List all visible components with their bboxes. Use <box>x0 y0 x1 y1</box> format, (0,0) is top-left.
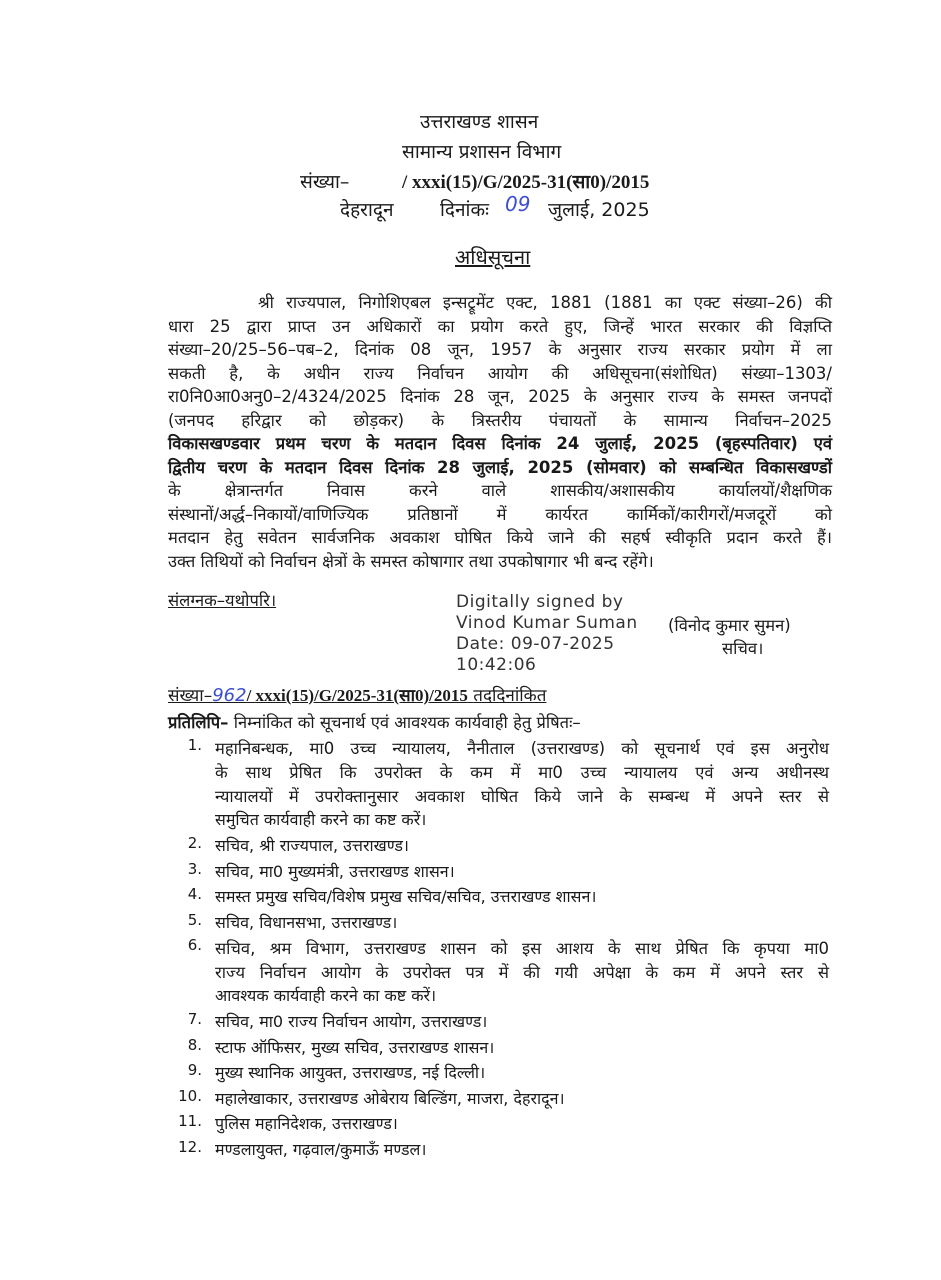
copy-date-note: तददिनांकित <box>473 686 547 706</box>
list-item-number: 10. <box>178 1086 202 1105</box>
list-item-text: सचिव, मा0 राज्य निर्वाचन आयोग, उत्तराखण्ड। <box>215 1012 488 1031</box>
list-item-number: 2. <box>187 834 202 852</box>
list-item-text: राज्य निर्वाचन आयोग के उपरोक्त पत्र में की गयी अपेक्षा के कम में अपने स्तर से <box>215 963 829 982</box>
list-item-text: मण्डलायुक्त, गढ़वाल/कुमाऊँ मण्डल। <box>215 1139 427 1159</box>
list-item-text: न्यायालयों में उपरोक्तानुसार अवकाश घोषित किये जाने के सम्बन्ध में अपने स्तर से <box>215 787 829 806</box>
list-item-text: महानिबन्धक, मा0 उच्च न्यायालय, नैनीताल (उत्तराखण्ड) को सूचनार्थ एवं इस अनुरोध <box>215 739 829 758</box>
government-heading: उत्तराखण्ड शासन <box>420 111 539 133</box>
list-item-number: 11. <box>178 1112 202 1130</box>
list-item-number: 5. <box>187 910 202 929</box>
list-item-text: सचिव, श्रम विभाग, उत्तराखण्ड शासन को इस आशय के साथ प्रेषित कि कृपया मा0 <box>215 939 829 958</box>
body-line: रा0नि0आ0अनु0–2/4324/2025 दिनांक 28 जून, 2025 के अनुसार राज्य के समस्त जनपदों <box>168 387 832 406</box>
list-item-number: 4. <box>187 885 202 903</box>
list-item-text: समुचित कार्यवाही करने का कष्ट करें। <box>215 810 427 829</box>
body-line: (जनपद हरिद्वार को छोड़कर) के त्रिस्तरीय पंचायतों के सामान्य निर्वाचन–2025 <box>168 410 832 430</box>
copy-label: प्रतिलिपि– <box>168 713 229 732</box>
list-item-text: के साथ प्रेषित कि उपरोक्त के कम में मा0 उच्च न्यायालय एवं अन्य अधीनस्थ <box>215 763 829 782</box>
list-item-number: 6. <box>187 936 202 954</box>
body-line: मतदान हेतु सवेतन सार्वजनिक अवकाश घोषित किये जाने की सहर्ष स्वीकृति प्रदान करते हैं। <box>168 528 832 547</box>
signature-line: Digitally signed by <box>456 592 624 612</box>
list-item-text: सचिव, विधानसभा, उत्तराखण्ड। <box>215 912 398 932</box>
copy-number-label: संख्या– <box>168 686 213 706</box>
list-item-text: पुलिस महानिदेशक, उत्तराखण्ड। <box>215 1114 398 1133</box>
list-item-text: स्टाफ ऑफिसर, मुख्य सचिव, उत्तराखण्ड शासन। <box>215 1037 495 1057</box>
document-title: अधिसूचना <box>455 245 531 269</box>
list-item-number: 12. <box>178 1137 202 1156</box>
copy-intro <box>168 710 581 733</box>
handwritten-date-day: 09 <box>505 192 531 216</box>
signature-line: Date: 09-07-2025 <box>456 634 615 654</box>
copy-intro-text: निम्नांकित को सूचनार्थ एवं आवश्यक कार्यवाही हेतु प्रेषितः– <box>233 713 581 732</box>
body-line: श्री राज्यपाल, निगोशिएबल इन्सट्रूमेंट एक्ट, 1881 (1881 का एक्ट संख्या–26) की <box>258 293 832 312</box>
list-item-number: 3. <box>187 859 202 878</box>
body-line: संख्या–20/25–56–पब–2, दिनांक 08 जून, 1957 के अनुसार राज्य सरकार प्रयोग में ला <box>168 340 832 359</box>
copy-reference <box>168 683 546 706</box>
signatory-designation: सचिव। <box>722 639 764 658</box>
list-item-text: महालेखाकार, उत्तराखण्ड ओबेराय बिल्डिंग, माजरा, देहरादून। <box>215 1088 565 1108</box>
list-item-text: सचिव, श्री राज्यपाल, उत्तराखण्ड। <box>215 836 409 855</box>
list-item-number: 8. <box>187 1035 202 1054</box>
signature-line: Vinod Kumar Suman <box>456 613 638 633</box>
notification-number-label: संख्या– <box>300 171 350 193</box>
copy-number: / xxxi(15)/G/2025-31(सा0)/2015 <box>246 686 468 705</box>
list-item-text: मुख्य स्थानिक आयुक्त, उत्तराखण्ड, नई दिल्ली। <box>215 1063 486 1082</box>
date-label: दिनांकः <box>440 199 489 221</box>
signatory-name: (विनोद कुमार सुमन) <box>668 616 791 635</box>
list-item-text: समस्त प्रमुख सचिव/विशेष प्रमुख सचिव/सचिव, उत्तराखण्ड शासन। <box>215 887 597 906</box>
body-line: धारा 25 द्वारा प्राप्त उन अधिकारों का प्रयोग करते हुए, जिन्हें भारत सरकार की विज्ञप्ति <box>168 316 832 336</box>
notification-number: / xxxi(15)/G/2025-31(सा0)/2015 <box>402 172 650 193</box>
department-heading: सामान्य प्रशासन विभाग <box>402 141 562 163</box>
body-line: विकासखण्डवार प्रथम चरण के मतदान दिवस दिनांक 24 जुलाई, 2025 (बृहस्पतिवार) एवं <box>168 434 832 453</box>
list-item-text: आवश्यक कार्यवाही करने का कष्ट करें। <box>215 986 437 1005</box>
body-line: संस्थानों/अर्द्ध–निकायों/वाणिज्यिक प्रतिष्ठानों में कार्यरत कार्मिकों/कारीगरों/मजदूरों को <box>168 504 832 524</box>
date-month-year: जुलाई, 2025 <box>548 199 650 221</box>
enclosure-note: संलग्नक–यथोपरि। <box>168 591 277 610</box>
signature-line: 10:42:06 <box>456 655 537 675</box>
list-item-number: 9. <box>187 1061 202 1079</box>
list-item-number: 7. <box>187 1010 202 1028</box>
body-line: द्वितीय चरण के मतदान दिवस दिनांक 28 जुलाई, 2025 (सोमवार) को सम्बन्धित विकासखण्डों <box>168 457 832 477</box>
list-item-text: सचिव, मा0 मुख्यमंत्री, उत्तराखण्ड शासन। <box>215 861 455 881</box>
place: देहरादून <box>340 199 394 221</box>
list-item-number: 1. <box>187 736 202 754</box>
body-line: उक्त तिथियों को निर्वाचन क्षेत्रों के समस्त कोषागार तथा उपकोषागार भी बन्द रहेंगे। <box>168 551 654 571</box>
handwritten-copy-number: 962 <box>212 685 247 706</box>
body-line: के क्षेत्रान्तर्गत निवास करने वाले शासकीय/अशासकीय कार्यालयों/शैक्षणिक <box>168 481 832 500</box>
body-line: सकती है, के अधीन राज्य निर्वाचन आयोग की अधिसूचना(संशोधित) संख्या–1303/ <box>168 363 832 383</box>
